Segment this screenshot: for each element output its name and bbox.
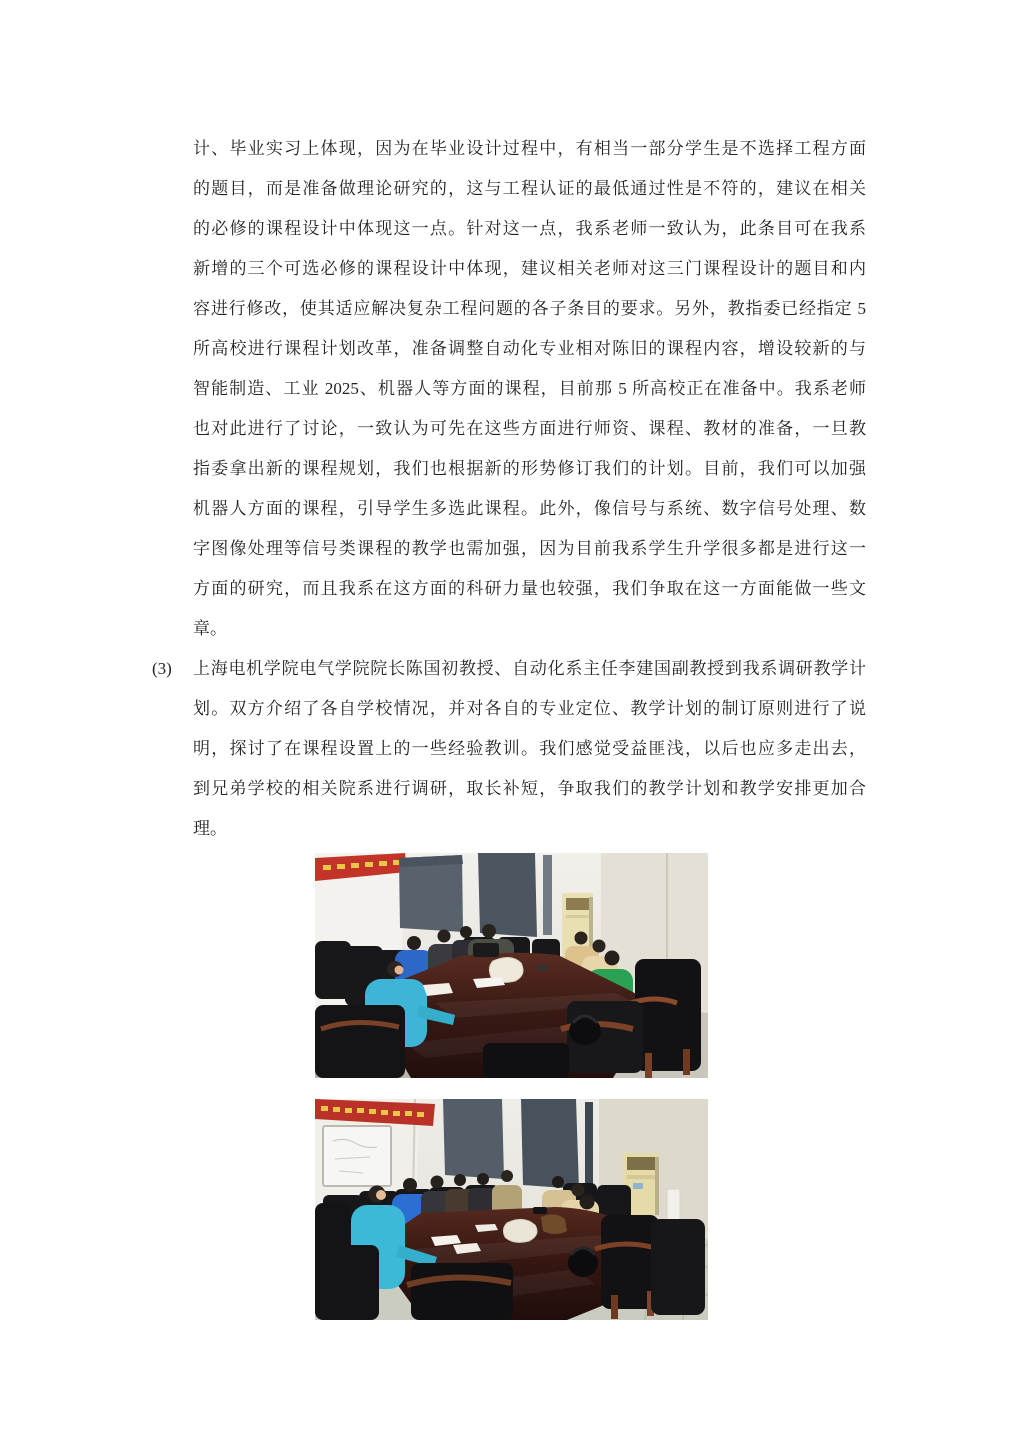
text-line: 明，探讨了在课程设置上的一些经验教训。我们感觉受益匪浅，以后也应多走出去， — [193, 739, 866, 758]
meeting-photo-2-illustration — [315, 1099, 708, 1320]
text-line: 理。 — [193, 819, 227, 838]
text-line: 智能制造、工业 2025、机器人等方面的课程，目前那 5 所高校正在准备中。我系老师 — [193, 379, 866, 398]
meeting-photo-2 — [315, 1099, 708, 1320]
text-line: 计、毕业实习上体现，因为在毕业设计过程中，有相当一部分学生是不选择工程方面 — [193, 139, 866, 158]
text-line: 容进行修改，使其适应解决复杂工程问题的各子条目的要求。另外，教指委已经指定 5 — [193, 299, 866, 318]
text-line: 的必修的课程设计中体现这一点。针对这一点，我系老师一致认为，此条目可在我系 — [193, 219, 866, 238]
text-line: 到兄弟学校的相关院系进行调研，取长补短，争取我们的教学计划和教学安排更加合 — [193, 779, 866, 798]
text-line: 所高校进行课程计划改革，准备调整自动化专业相对陈旧的课程内容，增设较新的与 — [193, 339, 866, 358]
text-line: 划。双方介绍了各自学校情况，并对各自的专业定位、教学计划的制订原则进行了说 — [193, 699, 866, 718]
paragraph-continuation — [193, 129, 866, 649]
text-line: 方面的研究，而且我系在这方面的科研力量也较强，我们争取在这一方面能做一些文 — [193, 579, 866, 598]
list-item-3-marker: (3) — [152, 659, 172, 678]
text-line: 新增的三个可选必修的课程设计中体现，建议相关老师对这三门课程设计的题目和内 — [193, 259, 866, 278]
meeting-photo-1-illustration — [315, 853, 708, 1078]
meeting-photo-1 — [315, 853, 708, 1078]
text-line: 机器人方面的课程，引导学生多选此课程。此外，像信号与系统、数字信号处理、数 — [193, 499, 866, 518]
text-line: 指委拿出新的课程规划，我们也根据新的形势修订我们的计划。目前，我们可以加强 — [193, 459, 866, 478]
text-line: 也对此进行了讨论，一致认为可先在这些方面进行师资、课程、教材的准备，一旦教 — [193, 419, 866, 438]
text-line: 章。 — [193, 619, 227, 638]
text-line: 字图像处理等信号类课程的教学也需加强，因为目前我系学生升学很多都是进行这一 — [193, 539, 866, 558]
text-line: 上海电机学院电气学院院长陈国初教授、自动化系主任李建国副教授到我系调研教学计 — [193, 659, 866, 678]
list-item-3-text — [193, 649, 866, 849]
text-line: 的题目，而是准备做理论研究的，这与工程认证的最低通过性是不符的，建议在相关 — [193, 179, 866, 198]
